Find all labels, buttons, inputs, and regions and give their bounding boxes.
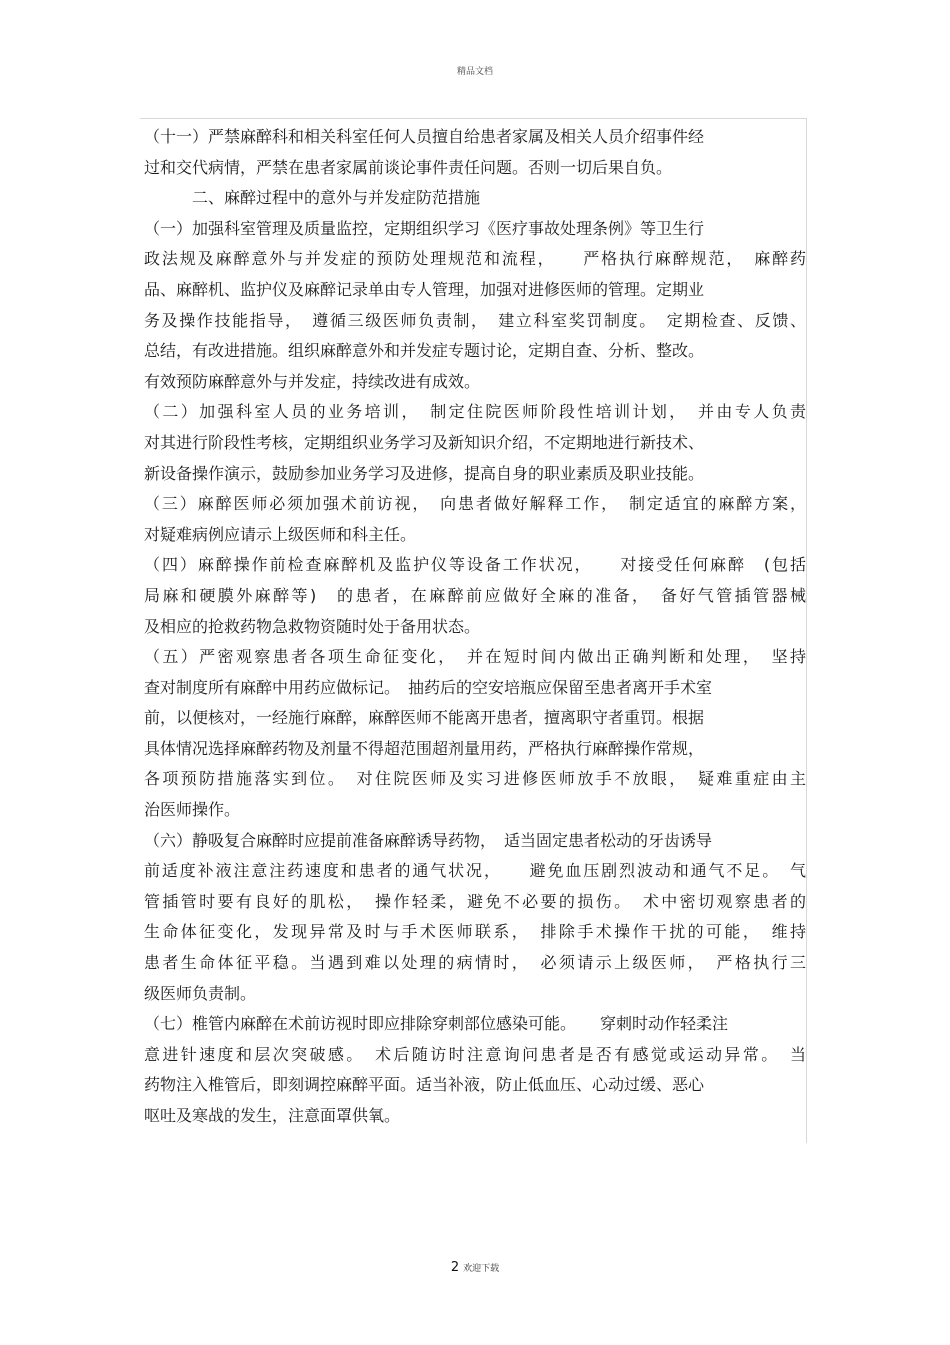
text-line: 管插管时要有良好的肌松， 操作轻柔，避免不必要的损伤。 术中密切观察患者的: [144, 891, 806, 911]
text-line: （二）加强科室人员的业务培训， 制定住院医师阶段性培训计划， 并由专人负责: [144, 402, 806, 422]
text-line: 各项预防措施落实到位。 对住院医师及实习进修医师放手不放眼， 疑难重症由主: [144, 769, 806, 789]
text-line: （一）加强科室管理及质量监控，定期组织学习《医疗事故处理条例》等卫生行: [144, 218, 705, 238]
text-line: 药物注入椎管后，即刻调控麻醉平面。适当补液，防止低血压、心动过缓、恶心: [144, 1075, 705, 1095]
text-line: 意进针速度和层次突破感。 术后随访时注意询问患者是否有感觉或运动异常。 当: [144, 1044, 806, 1064]
text-line: 生命体征变化，发现异常及时与手术医师联系， 排除手术操作干扰的可能， 维持: [144, 922, 806, 942]
text-line: 查对制度所有麻醉中用药应做标记。 抽药后的空安培瓶应保留至患者离开手术室: [144, 677, 713, 697]
text-line: 对疑难病例应请示上级医师和科主任。: [144, 524, 417, 544]
text-line: （三）麻醉医师必须加强术前访视， 向患者做好解释工作， 制定适宜的麻醉方案，: [144, 494, 806, 514]
footer-text: 欢迎下载: [463, 1264, 500, 1274]
page-number: 2: [450, 1260, 460, 1275]
text-line: 及相应的抢救药物急救物资随时处于备用状态。: [144, 616, 481, 636]
text-line: 品、麻醉机、监护仪及麻醉记录单由专人管理，加强对进修医师的管理。定期业: [144, 279, 705, 299]
document-body: [144, 122, 806, 1132]
text-line: （五）严密观察患者各项生命征变化， 并在短时间内做出正确判断和处理， 坚持: [144, 647, 806, 667]
text-line: 呕吐及寒战的发生，注意面罩供氧。: [144, 1106, 401, 1125]
text-line: 政法规及麻醉意外与并发症的预防处理规范和流程， 严格执行麻醉规范， 麻醉药: [144, 249, 806, 269]
text-line: 前适度补液注意注药速度和患者的通气状况， 避免血压剧烈波动和通气不足。 气: [144, 861, 806, 881]
text-line: 总结，有改进措施。组织麻醉意外和并发症专题讨论，定期自查、分析、整改。: [144, 341, 705, 361]
text-line: 治医师操作。: [144, 800, 241, 820]
text-line: 过和交代病情，严禁在患者家属前谈论事件责任问题。否则一切后果自负。: [144, 157, 673, 177]
text-line: 务及操作技能指导， 遵循三级医师负责制， 建立科室奖罚制度。 定期检查、反馈、: [144, 310, 806, 330]
text-line: 患者生命体征平稳。当遇到难以处理的病情时， 必须请示上级医师， 严格执行三: [144, 953, 806, 973]
text-line: 前，以便核对，一经施行麻醉，麻醉医师不能离开患者，擅离职守者重罚。根据: [144, 708, 705, 728]
text-line: （十一）严禁麻醉科和相关科室任何人员擅自给患者家属及相关人员介绍事件经: [144, 127, 705, 146]
text-line: （四）麻醉操作前检查麻醉机及监护仪等设备工作状况， 对接受任何麻醉 (包括: [144, 555, 806, 575]
text-line: （七）椎管内麻醉在术前访视时即应排除穿刺部位感染可能。 穿刺时动作轻柔注: [144, 1014, 729, 1034]
page-header: 精品文档: [456, 67, 493, 77]
text-line: 二、麻醉过程中的意外与并发症防范措施: [144, 188, 481, 208]
text-line: 级医师负责制。: [144, 983, 257, 1003]
text-line: 有效预防麻醉意外与并发症，持续改进有成效。: [144, 371, 481, 391]
text-line: 局麻和硬膜外麻醉等) 的患者，在麻醉前应做好全麻的准备， 备好气管插管器械: [144, 585, 806, 605]
text-line: 对其进行阶段性考核，定期组织业务学习及新知识介绍，不定期地进行新技术、: [144, 432, 705, 452]
page-footer: [0, 1260, 950, 1275]
text-line: 新设备操作演示，鼓励参加业务学习及进修，提高自身的职业素质及职业技能。: [144, 463, 705, 483]
text-line: （六）静吸复合麻醉时应提前准备麻醉诱导药物， 适当固定患者松动的牙齿诱导: [144, 830, 713, 850]
text-line: 具体情况选择麻醉药物及剂量不得超范围超剂量用药，严格执行麻醉操作常规，: [144, 738, 705, 758]
